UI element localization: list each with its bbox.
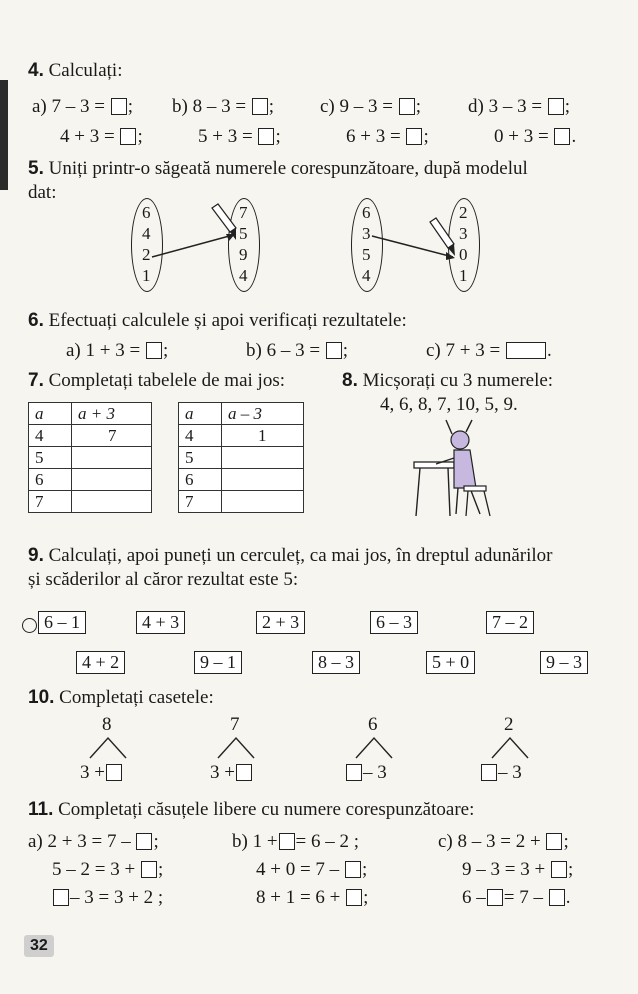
ex4-item-c2: 6 + 3 = ; <box>346 126 429 147</box>
tree-top-value: 7 <box>230 714 240 735</box>
table-a-minus-3: a a – 3 4 1 5 6 7 <box>178 402 304 513</box>
answer-box[interactable] <box>546 833 562 850</box>
ex7-heading: 7. Completați tabelele de mai jos: <box>28 370 285 391</box>
tree-bottom: 3 + <box>210 762 253 784</box>
table-a-plus-3: a a + 3 4 7 5 6 7 <box>28 402 152 513</box>
ex4-number: 4. <box>28 60 44 81</box>
ex9-title: Calculați, apoi puneți un cerculeț, ca mai jos, în dreptul adunărilor <box>48 545 553 566</box>
ex8-numbers: 4, 6, 8, 7, 10, 5, 9. <box>380 394 518 415</box>
ex6-heading: 6. Efectuați calculele și apoi verificați rezultatele: <box>28 310 407 331</box>
ex11-b-3: 8 + 1 = 6 + ; <box>256 887 369 908</box>
ex9-title-cont: și scăderilor al căror rezultat este 5: <box>28 569 299 590</box>
answer-box[interactable] <box>345 861 361 878</box>
tree-top-value: 6 <box>368 714 378 735</box>
ex9-heading: 9. Calculați, apoi puneți un cerculeț, ca mai jos, în dreptul adunărilor <box>28 545 553 566</box>
ex7-title: Completați tabelele de mai jos: <box>48 370 285 391</box>
table-cell[interactable]: 7 <box>72 425 152 447</box>
expression-box[interactable]: 7 – 2 <box>486 611 534 634</box>
ex11-title: Completați căsuțele libere cu numere corespunzătoare: <box>58 799 475 820</box>
answer-box[interactable] <box>346 764 362 781</box>
answer-box[interactable] <box>279 833 295 850</box>
tree-bottom: – 3 <box>480 762 522 784</box>
ex4-item-a2: 4 + 3 = ; <box>60 126 143 147</box>
expression-box[interactable]: 8 – 3 <box>312 651 360 674</box>
answer-box[interactable] <box>106 764 122 781</box>
answer-box[interactable] <box>551 861 567 878</box>
table-cell[interactable]: 1 <box>222 425 304 447</box>
expression-box[interactable]: 4 + 3 <box>136 611 185 634</box>
ex4-title: Calculați: <box>48 60 123 81</box>
tree-bottom: – 3 <box>345 762 387 784</box>
answer-box[interactable] <box>136 833 152 850</box>
ex11-b-1: b) 1 + = 6 – 2 ; <box>232 831 360 852</box>
ex11-b-2: 4 + 0 = 7 – ; <box>256 859 368 880</box>
ex5-title: Uniți printr-o săgeată numerele corespunzătoare, după modelul <box>48 158 528 179</box>
expression-box[interactable]: 6 – 1 <box>38 611 86 634</box>
answer-box[interactable] <box>236 764 252 781</box>
answer-box[interactable] <box>481 764 497 781</box>
ex11-a-1: a) 2 + 3 = 7 – ; <box>28 831 159 852</box>
ex6-item-a: a) 1 + 3 = ; <box>66 340 169 361</box>
expression-box[interactable]: 9 – 1 <box>194 651 242 674</box>
ex6-item-b: b) 6 – 3 = ; <box>246 340 349 361</box>
page-number: 32 <box>24 935 54 957</box>
ex5-heading: 5. Uniți printr-o săgeată numerele corespunzătoare, după modelul <box>28 158 528 179</box>
answer-box[interactable] <box>53 889 69 906</box>
ex4-item-d1: d) 3 – 3 = ; <box>468 96 571 117</box>
answer-box[interactable] <box>487 889 503 906</box>
ex10-heading: 10. Completați casetele: <box>28 687 214 708</box>
tree-top-value: 8 <box>102 714 112 735</box>
ex10-title: Completați casetele: <box>59 687 214 708</box>
ex11-a-2: 5 – 2 = 3 + ; <box>52 859 164 880</box>
ex8-title: Micșorați cu 3 numerele: <box>362 370 554 391</box>
ex4-item-d2: 0 + 3 = . <box>494 126 577 147</box>
tree-bottom: 3 + <box>80 762 123 784</box>
ex11-heading: 11. Completați căsuțele libere cu numere corespunzătoare: <box>28 799 475 820</box>
ex5-title-cont: dat: <box>28 182 57 203</box>
expression-box[interactable]: 6 – 3 <box>370 611 418 634</box>
expression-box[interactable]: 2 + 3 <box>256 611 305 634</box>
answer-box[interactable] <box>141 861 157 878</box>
ex4-item-a1: a) 7 – 3 = ; <box>32 96 134 117</box>
answer-box[interactable] <box>549 889 565 906</box>
expression-box[interactable]: 5 + 0 <box>426 651 475 674</box>
answer-box[interactable] <box>346 889 362 906</box>
tree-top-value: 2 <box>504 714 514 735</box>
ex11-a-3: – 3 = 3 + 2 ; <box>52 887 163 909</box>
ex8-heading: 8. Micșorați cu 3 numerele: <box>342 370 554 391</box>
expression-box[interactable]: 9 – 3 <box>540 651 588 674</box>
ex4-item-b2: 5 + 3 = ; <box>198 126 281 147</box>
ex11-c-2: 9 – 3 = 3 + ; <box>462 859 574 880</box>
ex11-c-1: c) 8 – 3 = 2 + ; <box>438 831 569 852</box>
ex11-c-3: 6 – = 7 – . <box>462 887 571 908</box>
ex6-title: Efectuați calculele și apoi verificați rezultatele: <box>48 310 407 331</box>
ex6-item-c: c) 7 + 3 = . <box>426 340 552 361</box>
expression-box[interactable]: 4 + 2 <box>76 651 125 674</box>
ex4-item-b1: b) 8 – 3 = ; <box>172 96 275 117</box>
ex4-item-c1: c) 9 – 3 = ; <box>320 96 422 117</box>
